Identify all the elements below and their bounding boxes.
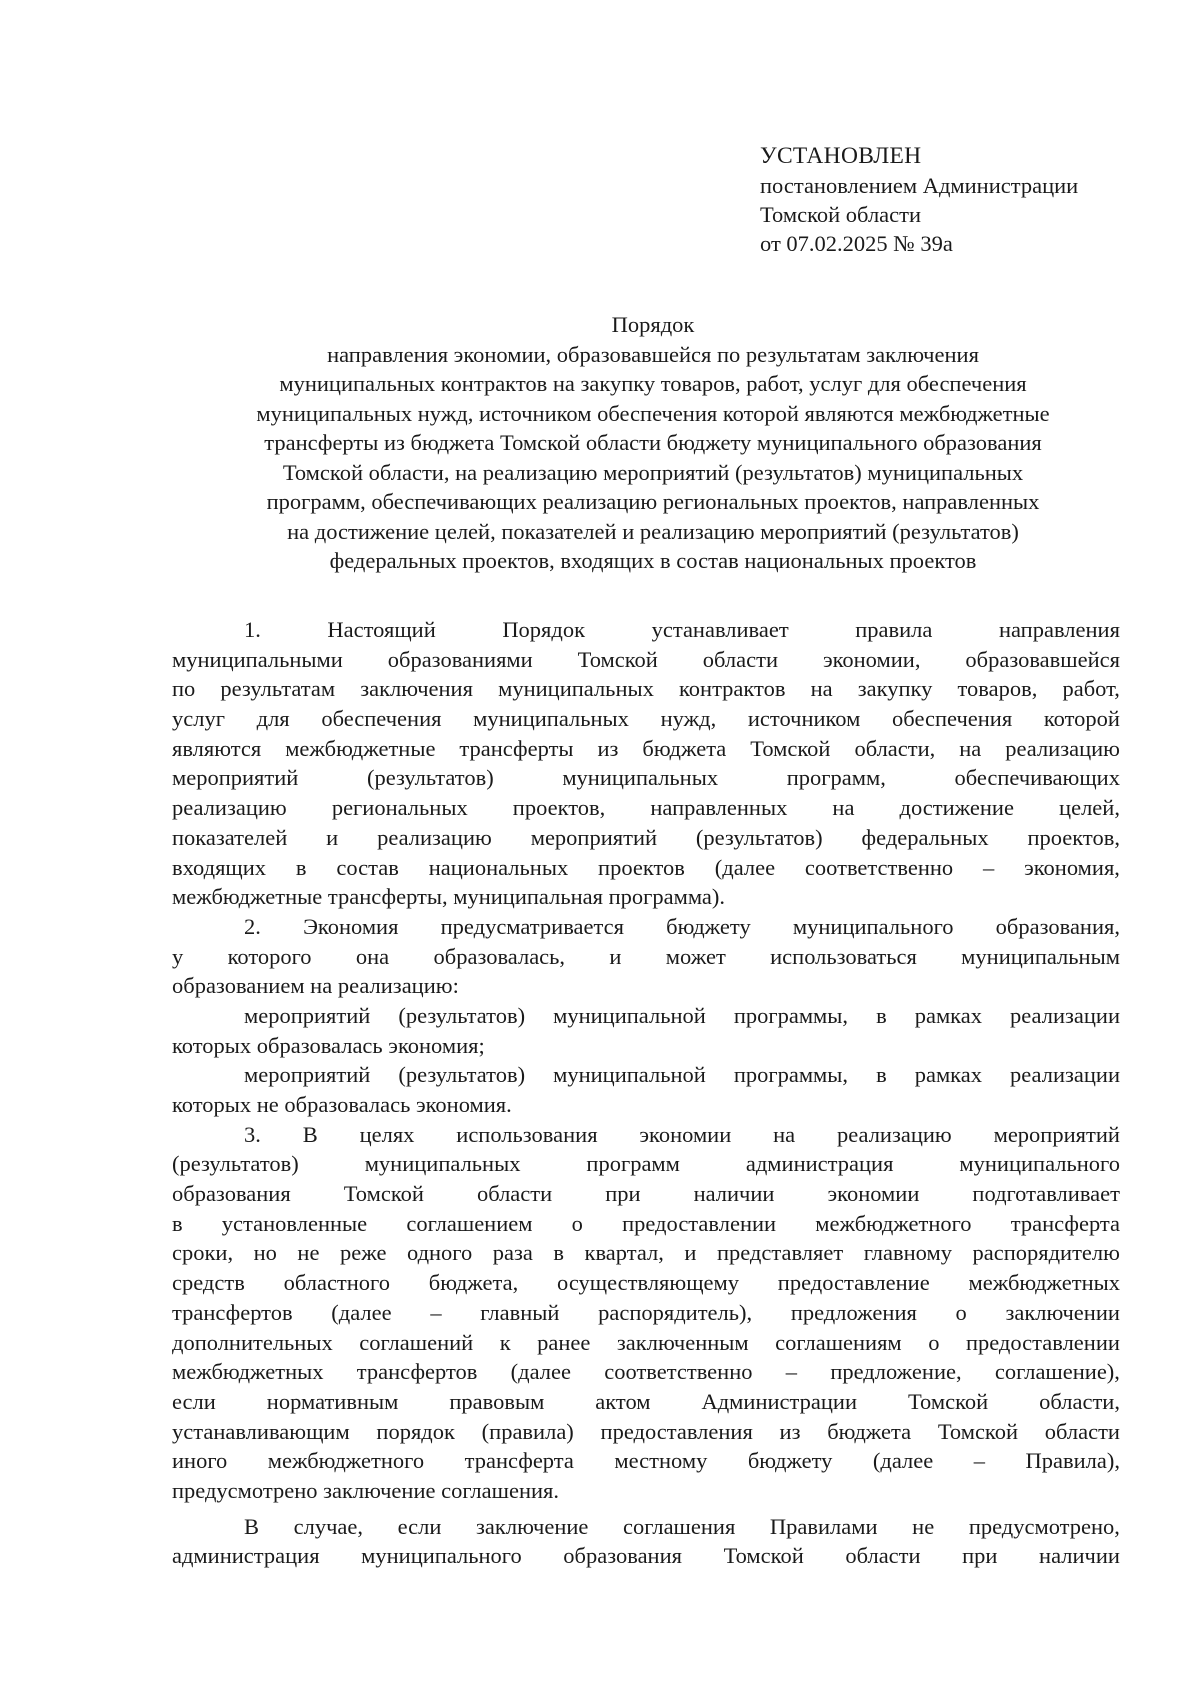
body-word: заключения: [360, 676, 473, 702]
body-word: администрация: [745, 1151, 894, 1177]
body-word: Томской: [750, 735, 831, 761]
body-word: образования: [172, 1181, 291, 1207]
body-word: но: [253, 1240, 277, 1266]
document-title: [150, 310, 1156, 576]
body-word: случае,: [293, 1513, 364, 1539]
body-word: заключение: [476, 1513, 589, 1539]
body-word: (далее: [331, 1299, 392, 1325]
body-word: бюджета: [642, 735, 727, 761]
body-word: из: [597, 735, 619, 761]
body-word: ранее: [537, 1329, 591, 1355]
body-word: актом: [595, 1388, 651, 1414]
body-word: нужд,: [660, 706, 717, 732]
body-line: [172, 1541, 1120, 1571]
body-word: бюджета,: [428, 1270, 519, 1296]
body-word: главному: [863, 1240, 952, 1266]
body-word: региональных: [331, 795, 468, 821]
body-word: которой: [1043, 706, 1120, 732]
body-word: местному: [614, 1448, 708, 1474]
body-word: в: [553, 1240, 565, 1266]
body-word: Правила),: [1025, 1448, 1120, 1474]
body-word: для: [256, 706, 290, 732]
body-word: 3.: [244, 1121, 261, 1147]
body-word: в: [295, 854, 307, 880]
body-word: Экономия: [303, 913, 399, 939]
body-line: предусмотрено заключение соглашения.: [172, 1477, 560, 1503]
body-word: бюджету: [666, 913, 751, 939]
body-line: [172, 734, 1120, 764]
body-word: муниципального: [792, 913, 954, 939]
body-word: 2.: [244, 913, 261, 939]
body-line: [172, 853, 1120, 883]
body-word: Настоящий: [327, 617, 436, 642]
body-word: предоставление: [777, 1270, 930, 1296]
body-word: из: [779, 1418, 801, 1444]
body-word: проектов: [598, 854, 685, 880]
body-word: осуществляющему: [557, 1270, 740, 1296]
body-word: главный: [480, 1299, 560, 1325]
body-line: [172, 1446, 1120, 1476]
body-word: направленных: [650, 795, 788, 821]
body-word: образовавшейся: [965, 646, 1120, 672]
body-word: раза: [492, 1240, 533, 1266]
body-word: области: [1044, 1418, 1120, 1444]
body-word: бюджета: [827, 1418, 912, 1444]
body-word: целях: [359, 1121, 415, 1147]
body-word: достижение: [899, 795, 1014, 821]
body-word: реже: [339, 1240, 387, 1266]
body-word: области: [702, 646, 778, 672]
body-word: области: [845, 1543, 921, 1569]
title-line: Томской области, на реализацию мероприятий (результатов) муниципальных: [282, 459, 1024, 485]
body-word: направления: [998, 617, 1120, 642]
body-line: [172, 1179, 1120, 1209]
body-word: бюджету: [747, 1448, 833, 1474]
body-word: –: [785, 1359, 798, 1385]
body-word: по: [172, 676, 196, 702]
body-word: области: [476, 1181, 553, 1207]
body-word: предусмотрено,: [968, 1513, 1120, 1539]
body-word: представляет: [716, 1240, 844, 1266]
body-word: в: [172, 1210, 183, 1236]
body-line: [172, 1357, 1120, 1387]
body-word: межбюджетного: [267, 1448, 425, 1474]
body-word: распорядитель),: [598, 1299, 753, 1325]
body-word: при: [962, 1543, 998, 1569]
body-word: соглашением: [406, 1210, 533, 1236]
body-word: (результатов): [398, 1062, 526, 1088]
body-word: программы,: [733, 1002, 849, 1028]
body-word: соглашениям: [775, 1329, 902, 1355]
body-word: наличии: [1039, 1543, 1120, 1569]
body-word: 1.: [244, 617, 261, 642]
body-word: Томской: [723, 1543, 804, 1569]
body-word: реализацию: [172, 795, 287, 821]
body-word: образования: [563, 1543, 682, 1569]
body-word: целей,: [1059, 795, 1120, 821]
body-word: не: [912, 1513, 935, 1539]
body-word: использования: [456, 1121, 598, 1147]
body-word: закупку: [857, 676, 933, 702]
body-word: заключенным: [616, 1329, 749, 1355]
body-word: показателей: [172, 824, 288, 850]
body-word: рамках: [914, 1062, 983, 1088]
body-line: [172, 763, 1120, 793]
body-word: являются: [172, 735, 262, 761]
body-word: мероприятий: [530, 824, 658, 850]
body-word: при: [605, 1181, 641, 1207]
body-word: она: [355, 943, 390, 969]
approval-line: от 07.02.2025 № 39а: [760, 231, 953, 256]
body-line: [172, 1268, 1120, 1298]
body-word: Администрации: [701, 1388, 857, 1414]
body-word: области,: [854, 735, 936, 761]
body-word: порядок: [376, 1418, 455, 1444]
title-line: федеральных проектов, входящих в состав национальных проектов: [329, 548, 977, 573]
body-word: экономия,: [1024, 854, 1120, 880]
body-word: муниципальной: [553, 1002, 706, 1028]
body-word: одного: [406, 1240, 473, 1266]
body-word: в: [876, 1002, 887, 1028]
body-word: соответственно: [604, 1359, 753, 1385]
body-line: [172, 704, 1120, 734]
body-line: [172, 1387, 1120, 1417]
body-word: правила: [855, 617, 933, 642]
body-word: мероприятий: [172, 765, 299, 791]
body-word: заключении: [1005, 1299, 1120, 1325]
body-word: трансфертов: [356, 1359, 478, 1385]
body-word: муниципальных: [562, 765, 719, 791]
body-word: у: [172, 943, 184, 969]
body-word: предложения: [790, 1299, 917, 1325]
body-word: муниципального: [361, 1543, 522, 1569]
body-line: [172, 793, 1120, 823]
body-word: о: [955, 1299, 967, 1325]
body-word: трансферта: [1010, 1210, 1120, 1236]
body-word: (результатов): [695, 824, 823, 850]
body-line: [172, 1512, 1120, 1542]
body-word: Томской: [937, 1418, 1019, 1444]
body-word: Правилами: [769, 1513, 878, 1539]
body-word: межбюджетных: [172, 1359, 324, 1385]
body-word: мероприятий: [993, 1121, 1120, 1147]
body-word: мероприятий: [244, 1002, 371, 1028]
body-word: и: [326, 824, 339, 850]
body-word: В: [244, 1513, 260, 1539]
body-word: (далее: [714, 854, 776, 880]
body-word: предоставлении: [965, 1329, 1120, 1355]
document-body: [172, 615, 1120, 1571]
body-line: [172, 912, 1120, 942]
body-word: образованиями: [387, 646, 533, 672]
body-word: соглашения: [623, 1513, 736, 1539]
body-word: реализации: [1010, 1062, 1120, 1088]
body-word: на: [832, 795, 855, 821]
body-line: [172, 1328, 1120, 1358]
body-word: соответственно: [804, 854, 954, 880]
body-line: которых образовалась экономия;: [172, 1032, 485, 1058]
body-line: межбюджетные трансферты, муниципальная программа).: [172, 884, 726, 910]
body-word: состав: [336, 854, 399, 880]
title-line: на достижение целей, показателей и реализацию мероприятий (результатов): [287, 518, 1019, 544]
body-word: трансфертов: [172, 1299, 293, 1325]
body-word: реализацию: [377, 824, 492, 850]
body-line: [172, 1417, 1120, 1447]
body-word: распорядителю: [972, 1240, 1120, 1266]
body-line: [172, 1149, 1120, 1179]
body-line: [172, 1120, 1120, 1150]
body-word: –: [973, 1448, 985, 1474]
title-line: муниципальных контрактов на закупку товаров, работ, услуг для обеспечения: [279, 371, 1027, 396]
body-word: муниципальной: [553, 1062, 706, 1088]
body-word: –: [430, 1299, 442, 1325]
body-word: (результатов): [366, 765, 494, 791]
body-word: которого: [227, 943, 312, 969]
body-word: в: [876, 1062, 887, 1088]
body-word: иного: [172, 1448, 228, 1474]
body-word: предоставления: [600, 1418, 753, 1444]
body-word: Томской: [343, 1181, 424, 1207]
body-word: установленные: [221, 1210, 368, 1236]
body-word: национальных: [428, 854, 569, 880]
body-word: области,: [1039, 1388, 1120, 1414]
body-line: [172, 1298, 1120, 1328]
title-line: программ, обеспечивающих реализацию региональных проектов, направленных: [266, 489, 1040, 514]
title-heading: Порядок: [611, 312, 695, 337]
body-word: Томской: [577, 646, 658, 672]
body-line: которых не образовалась экономия.: [172, 1092, 512, 1117]
body-word: федеральных: [861, 824, 989, 850]
body-word: дополнительных: [172, 1329, 333, 1355]
body-word: трансферты: [459, 735, 574, 761]
body-word: предложение,: [830, 1359, 962, 1385]
body-word: контрактов: [678, 676, 786, 702]
body-word: о: [571, 1210, 583, 1236]
body-word: муниципальных: [498, 676, 654, 702]
title-line: муниципальных нужд, источником обеспечения которой являются межбюджетные: [256, 400, 1050, 426]
body-word: обеспечения: [892, 706, 1013, 732]
body-word: экономии: [827, 1181, 920, 1207]
body-word: если: [172, 1388, 216, 1414]
body-word: мероприятий: [244, 1062, 371, 1088]
body-word: муниципальными: [172, 646, 343, 672]
body-word: рамках: [914, 1002, 983, 1028]
body-word: обеспечивающих: [954, 765, 1120, 791]
approval-line: Томской области: [760, 202, 922, 227]
body-line: [172, 1209, 1120, 1239]
body-word: предусматривается: [440, 913, 624, 939]
body-word: (результатов): [398, 1002, 526, 1028]
body-word: проектов,: [512, 795, 606, 821]
body-word: на: [810, 676, 833, 702]
body-word: (далее: [510, 1359, 571, 1385]
body-word: средств: [172, 1270, 245, 1296]
body-word: муниципальных: [473, 706, 629, 732]
body-word: соглашений: [359, 1329, 474, 1355]
body-word: программ: [586, 1151, 680, 1177]
body-word: на: [773, 1121, 796, 1147]
body-word: устанавливающим: [172, 1418, 350, 1444]
body-word: может: [665, 943, 726, 969]
body-word: если: [397, 1513, 442, 1539]
body-word: (далее: [872, 1448, 934, 1474]
body-word: муниципального: [959, 1151, 1120, 1177]
title-line: трансферты из бюджета Томской области бюджету муниципального образования: [264, 430, 1042, 455]
body-word: –: [983, 854, 995, 880]
body-word: межбюджетных: [968, 1270, 1120, 1296]
body-word: межбюджетные: [285, 735, 436, 761]
body-word: подготавливает: [972, 1181, 1120, 1207]
approval-line: постановлением Администрации: [760, 173, 1079, 198]
body-word: нормативным: [266, 1388, 399, 1414]
body-line: [172, 615, 1120, 645]
body-word: правовым: [449, 1388, 545, 1414]
body-line: [172, 942, 1120, 972]
body-word: программ,: [786, 765, 886, 791]
body-word: межбюджетного: [815, 1210, 972, 1236]
body-line: [172, 1238, 1120, 1268]
body-word: (результатов): [172, 1151, 299, 1177]
body-word: результатам: [220, 676, 336, 702]
body-word: Томской: [907, 1388, 989, 1414]
body-word: работ,: [1062, 676, 1120, 702]
body-word: образовалась,: [433, 943, 566, 969]
body-line: [172, 1001, 1120, 1031]
body-word: о: [928, 1329, 940, 1355]
body-word: сроки,: [172, 1240, 234, 1266]
body-line: [172, 645, 1120, 675]
body-word: образования,: [995, 913, 1120, 939]
body-word: муниципальным: [961, 943, 1120, 969]
body-word: не: [297, 1240, 320, 1266]
body-word: реализацию: [837, 1121, 952, 1147]
body-word: муниципальных: [364, 1151, 521, 1177]
body-word: администрация: [172, 1543, 320, 1569]
approval-stamp: [760, 142, 1160, 258]
body-word: трансферта: [464, 1448, 574, 1474]
body-word: программы,: [733, 1062, 849, 1088]
body-word: и: [684, 1240, 697, 1266]
body-word: реализации: [1010, 1002, 1120, 1028]
body-word: источником: [747, 706, 861, 732]
body-word: наличии: [693, 1181, 775, 1207]
body-word: к: [499, 1329, 511, 1355]
approval-heading: УСТАНОВЛЕН: [760, 143, 922, 169]
body-word: экономии: [639, 1121, 732, 1147]
body-word: предоставлении: [622, 1210, 777, 1236]
body-line: [172, 823, 1120, 853]
body-word: областного: [283, 1270, 390, 1296]
title-line: направления экономии, образовавшейся по результатам заключения: [327, 341, 979, 367]
body-word: входящих: [172, 854, 267, 880]
body-word: обеспечения: [321, 706, 442, 732]
body-word: услуг: [172, 706, 225, 732]
body-word: квартал,: [584, 1240, 664, 1266]
body-word: реализацию: [1005, 735, 1120, 761]
body-line: образованием на реализацию:: [172, 973, 459, 999]
body-word: соглашение),: [994, 1359, 1120, 1385]
body-word: Порядок: [502, 617, 586, 642]
body-word: В: [302, 1121, 318, 1147]
body-word: проектов,: [1027, 824, 1120, 850]
body-word: на: [959, 735, 982, 761]
body-word: (правила): [481, 1418, 574, 1444]
body-word: устанавливает: [651, 617, 789, 642]
body-word: использоваться: [770, 943, 917, 969]
body-line: [172, 1060, 1120, 1090]
body-word: товаров,: [957, 676, 1038, 702]
body-line: [172, 674, 1120, 704]
body-word: и: [609, 943, 622, 969]
body-word: экономии,: [822, 646, 921, 672]
